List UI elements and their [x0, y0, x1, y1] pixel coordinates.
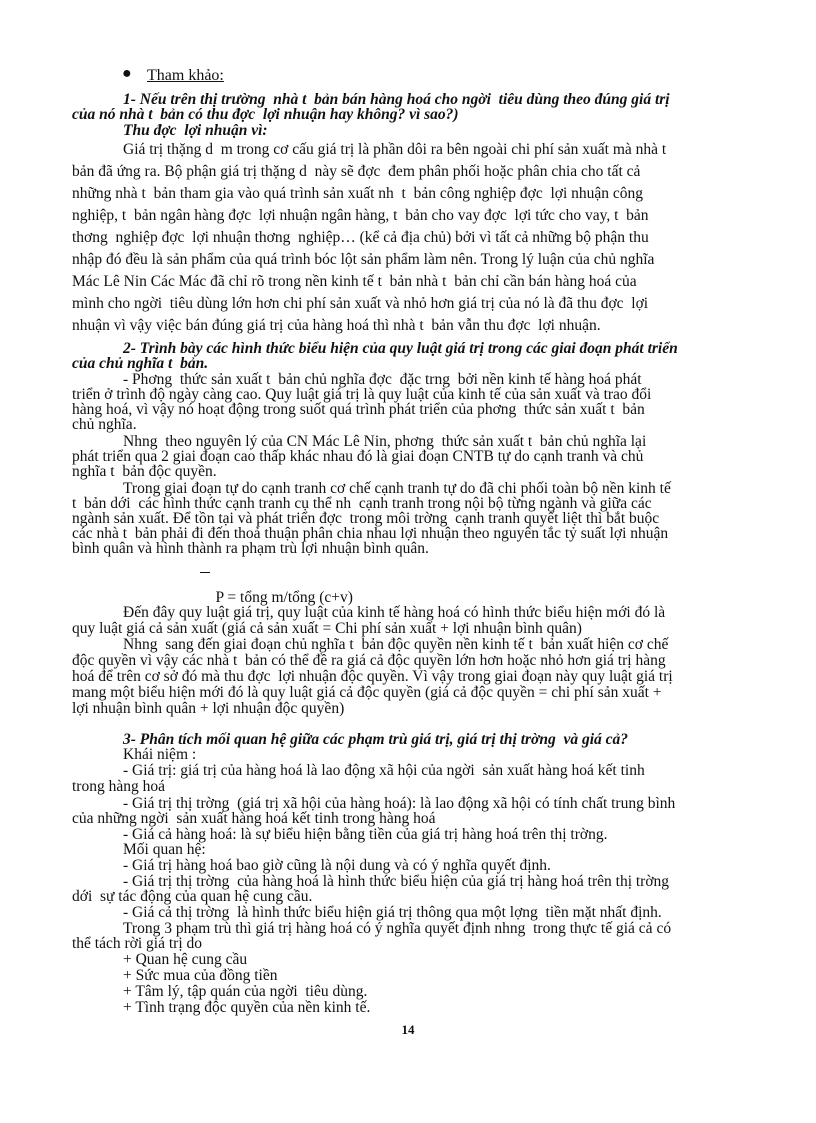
q1-line1: 1- Nếu trên thị trường nhà t bản bán hàng hoá cho ngời tiêu dùng theo đúng giá trị — [123, 91, 670, 108]
bullet-icon: ● — [122, 65, 132, 82]
q2-para-line: chủ nghĩa. — [72, 416, 137, 433]
q3-line: - Giá trị thị trờng (giá trị xã hội của hàng hoá): là lao động xã hội có tính chất trung bình — [123, 795, 676, 812]
section-heading: Tham khảo: — [147, 67, 224, 84]
q1-para-line: Giá trị thặng d m trong cơ cấu giá trị là phần dôi ra bên ngoài chi phí sản xuất mà nhà t — [123, 141, 667, 158]
q1-answer-label: Thu đợc lợi nhuận vì: — [123, 122, 268, 139]
q3-line: - Giá cả hàng hoá: là sự biểu hiện bằng tiền của giá trị hàng hoá trên thị trờng. — [123, 826, 608, 843]
q1-para-line: nghiệp, t bản ngân hàng đợc lợi nhuận ngân hàng, t bản cho vay đợc lợi tức cho vay, t bản — [72, 207, 649, 224]
q2-para-line: Nhng theo nguyên lý của CN Mác Lê Nin, phơng thức sản xuất t bản chủ nghĩa lại — [123, 433, 647, 450]
q1-para-line: bản đã ứng ra. Bộ phận giá trị thặng d này sẽ đợc đem phân phối hoặc phân chia cho tất cả — [72, 163, 641, 180]
q1-para-line: những nhà t bản tham gia vào quá trình sản xuất nh t bản công nghiệp đợc lợi nhuận công — [72, 185, 644, 202]
q2-line2: của chủ nghĩa t bản. — [72, 355, 209, 372]
q2-para-line: phát triển qua 2 giai đoạn cao thấp khác nhau đó là giai đoạn CNTB tự do cạnh tranh và chủ — [72, 448, 644, 465]
q1-line2: của nó nhà t bản có thu đợc lợi nhuận hay không? vì sao?) — [72, 106, 459, 123]
q2-para-line: nghĩa t bản độc quyền. — [72, 463, 217, 480]
q2-para-line: độc quyền vì vậy các nhà t bản có thể đề ra giá cả độc quyền lớn hơn hoặc nhỏ hơn giá trị hàng — [72, 652, 666, 669]
q3-line: - Giá trị hàng hoá bao giờ cũng là nội dung và có ý nghĩa quyết định. — [123, 857, 551, 874]
q2-para-line: lợi nhuận bình quân + lợi nhuận độc quyền) — [72, 700, 345, 717]
q3-line: của những ngời sản xuất hàng hoá kết tinh trong hàng hoá — [72, 810, 436, 827]
q3-line: trong hàng hoá — [72, 778, 165, 795]
q2-line1: 2- Trình bày các hình thức biểu hiện của quy luật giá trị trong các giai đoạn phát triển — [123, 340, 678, 357]
q2-para-line: mang một biểu hiện mới đó là quy luật giá cả độc quyền (giá cả độc quyền = chi phí sản xuất + — [72, 684, 662, 701]
q3-factor: + Sức mua của đồng tiền — [123, 967, 278, 984]
q2-para-line: bình quân và hình thành ra phạm trù lợi nhuận bình quân. — [72, 540, 429, 557]
q3-factor: + Tâm lý, tập quán của ngời tiêu dùng. — [123, 983, 368, 1000]
q3-concept-label: Khái niệm : — [123, 746, 197, 763]
formula-text: P = tổng m/tổng (c+v) — [215, 589, 353, 606]
q3-line: thể tách rời giá trị do — [72, 935, 203, 952]
q2-para-line: Trong giai đoạn tự do cạnh tranh cơ chế cạnh tranh tự do đã chi phối toàn bộ nền kinh tế — [123, 480, 671, 497]
q3-factor: + Quan hệ cung cầu — [123, 951, 248, 968]
q3-line: - Giá trị thị trờng của hàng hoá là hình thức biểu hiện của giá trị hàng hoá trên thị trờng — [123, 873, 670, 890]
q2-para-line: - Phơng thức sản xuất t bản chủ nghĩa đợc đặc trng bởi nền kinh tế hàng hoá phát — [123, 371, 642, 388]
q3-relation-label: Mối quan hệ: — [123, 841, 206, 858]
q1-para-line: mình cho ngời tiêu dùng lớn hơn chi phí sản xuất và nhỏ hơn giá trị của nó là đã thu đợc lợi — [72, 295, 649, 312]
q2-para-line: hàng hoá, vì vậy nó hoạt động trong suốt quá trình phát triển của phơng thức sản xuất t bản — [72, 401, 645, 418]
q3-line: dới sự tác động của quan hệ cung cầu. — [72, 888, 313, 905]
q2-para-line: quy luật giá cả sản xuất (giá cả sản xuất = Chi phí sản xuất + lợi nhuận bình quân) — [72, 620, 582, 637]
q1-para-line: nhập đó đều là sản phẩm của quá trình bóc lột sản phẩm làm nên. Trong lý luận của chủ nghĩa — [72, 251, 655, 268]
q1-para-line: Mác Lê Nin Các Mác đã chỉ rõ trong nền kinh tế t bản nhà t bản chỉ cần bán hàng hoá của — [72, 273, 637, 290]
q2-para-line: t bản dới các hình thức cạnh tranh cụ thể nh cạnh tranh trong nội bộ từng ngành và giữa các — [72, 495, 652, 512]
q1-para-line: nhuận vì vậy việc bán đúng giá trị của hàng hoá thì nhà t bản vẫn thu đợc lợi nhuận. — [72, 317, 601, 334]
q3-line: - Giá cả thị trờng là hình thức biểu hiện giá trị thông qua một lợng tiền mặt nhất định. — [123, 904, 662, 921]
q3-factor: + Tình trạng độc quyền của nền kinh tế. — [123, 999, 371, 1016]
q3-title: 3- Phân tích mối quan hệ giữa các phạm trù giá trị, giá trị thị trờng và giá cả? — [123, 731, 629, 748]
q2-para-line: các nhà t bản phải đi đến thoả thuận phân chia nhau lợi nhuận theo nguyên tắc tỷ suất lợi nhuận — [72, 525, 669, 542]
page-number: 14 — [401, 1022, 415, 1037]
q2-para-line: triển ở trình độ ngày càng cao. Quy luật giá trị là quy luật của kinh tế của sản xuất và trao đổi — [72, 386, 652, 403]
formula-overline — [200, 572, 210, 573]
q2-para-line: Đến đây quy luật giá trị, quy luật của kinh tế hàng hoá có hình thức biểu hiện mới đó là — [123, 604, 666, 621]
q2-para-line: hoá để trên cơ sở đó mà thu đợc lợi nhuận độc quyền. Vì vậy trong giai đoạn này quy luật giá trị — [72, 668, 673, 685]
q1-para-line: thơng nghiệp đợc lợi nhuận thơng nghiệp… (kể cả địa chủ) bởi vì tất cả những bộ phận thu — [72, 229, 649, 246]
q3-line: Trong 3 phạm trù thì giá trị hàng hoá có ý nghĩa quyết định nhng trong thực tế giá cả có — [123, 920, 672, 937]
q2-para-line: ngành sản xuất. Để tồn tại và phát triển đợc trong môi trờng cạnh tranh quyết liệt thì bắt buộc — [72, 510, 660, 527]
q2-para-line: Nhng sang đến giai đoạn chủ nghĩa t bản độc quyền nền kinh tế t bản xuất hiện cơ chế — [123, 636, 669, 653]
q3-line: - Giá trị: giá trị của hàng hoá là lao động xã hội của ngời sản xuất hàng hoá kết tinh — [123, 762, 645, 779]
